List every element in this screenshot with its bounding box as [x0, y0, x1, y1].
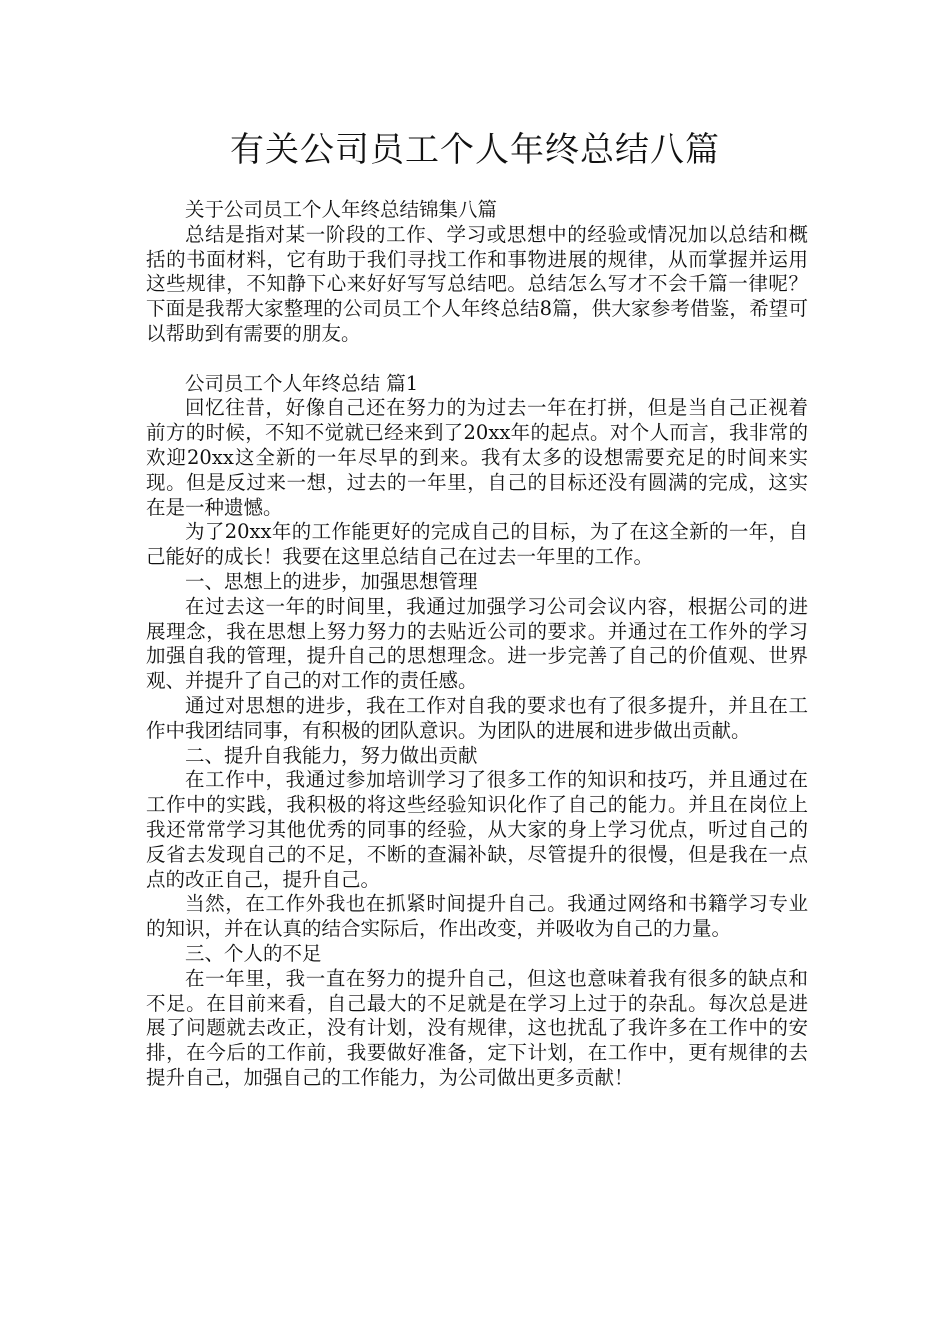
document-title: 有关公司员工个人年终总结八篇 [230, 130, 720, 170]
section-title: 公司员工个人年终总结 篇1 [185, 371, 419, 395]
paragraph-7: 在一年里，我一直在努力的提升自己，但这也意味着我有很多的缺点和不足。在目前来看，自己最大的不足就是在学习上过于的杂乱。每次总是进展了问题就去改正，没有计划，没有规律，这也扰乱了我许多在工作中的安排，在今后的工作前，我要做好准备，定下计划，在工作中，更有规律的去提升自己，加强自己的工作能力，为公司做出更多贡献！ [146, 966, 808, 1089]
document-subtitle: 关于公司员工个人年终总结锦集八篇 [185, 198, 498, 221]
intro-paragraph: 总结是指对某一阶段的工作、学习或思想中的经验或情况加以总结和概括的书面材料，它有助于我们寻找工作和事物进展的规律，从而掌握并运用这些规律，不知静下心来好好写写总结吧。总结怎么写才不会千篇一律呢？下面是我帮大家整理的公司员工个人年终总结8篇，供大家参考借鉴，希望可以帮助到有需要的朋友。 [146, 222, 808, 345]
document-body [146, 198, 808, 1091]
subheading-3: 三、个人的不足 [185, 941, 322, 965]
paragraph-5: 在工作中，我通过参加培训学习了很多工作的知识和技巧，并且通过在工作中的实践，我积极的将这些经验知识化作了自己的能力。并且在岗位上我还常常学习其他优秀的同事的经验，从大家的身上学习优点，听过自己的反省去发现自己的不足，不断的查漏补缺，尽管提升的很慢，但是我在一点点的改正自己，提升自己。 [146, 768, 808, 891]
paragraph-6: 当然，在工作外我也在抓紧时间提升自己。我通过网络和书籍学习专业的知识，并在认真的结合实际后，作出改变，并吸收为自己的力量。 [146, 892, 808, 941]
subheading-1: 一、思想上的进步，加强思想管理 [185, 569, 478, 593]
paragraph-2: 为了20xx年的工作能更好的完成自己的目标，为了在这全新的一年，自己能好的成长！我要在这里总结自己在过去一年里的工作。 [146, 520, 808, 569]
subheading-2: 二、提升自我能力，努力做出贡献 [185, 743, 478, 767]
paragraph-4: 通过对思想的进步，我在工作对自我的要求也有了很多提升，并且在工作中我团结同事，有积极的团队意识。为团队的进展和进步做出贡献。 [146, 693, 808, 742]
paragraph-1: 回忆往昔，好像自己还在努力的为过去一年在打拼，但是当自己正视着前方的时候，不知不觉就已经来到了20xx年的起点。对个人而言，我非常的欢迎20xx这全新的一年尽早的到来。我有太多的设想需要充足的时间来实现。但是反过来一想，过去的一年里，自己的目标还没有圆满的完成，这实在是一种遗憾。 [146, 396, 808, 519]
paragraph-3: 在过去这一年的时间里，我通过加强学习公司会议内容，根据公司的进展理念，我在思想上努力努力的去贴近公司的要求。并通过在工作外的学习加强自我的管理，提升自己的思想理念。进一步完善了自己的价值观、世界观、并提升了自己的对工作的责任感。 [146, 594, 808, 693]
